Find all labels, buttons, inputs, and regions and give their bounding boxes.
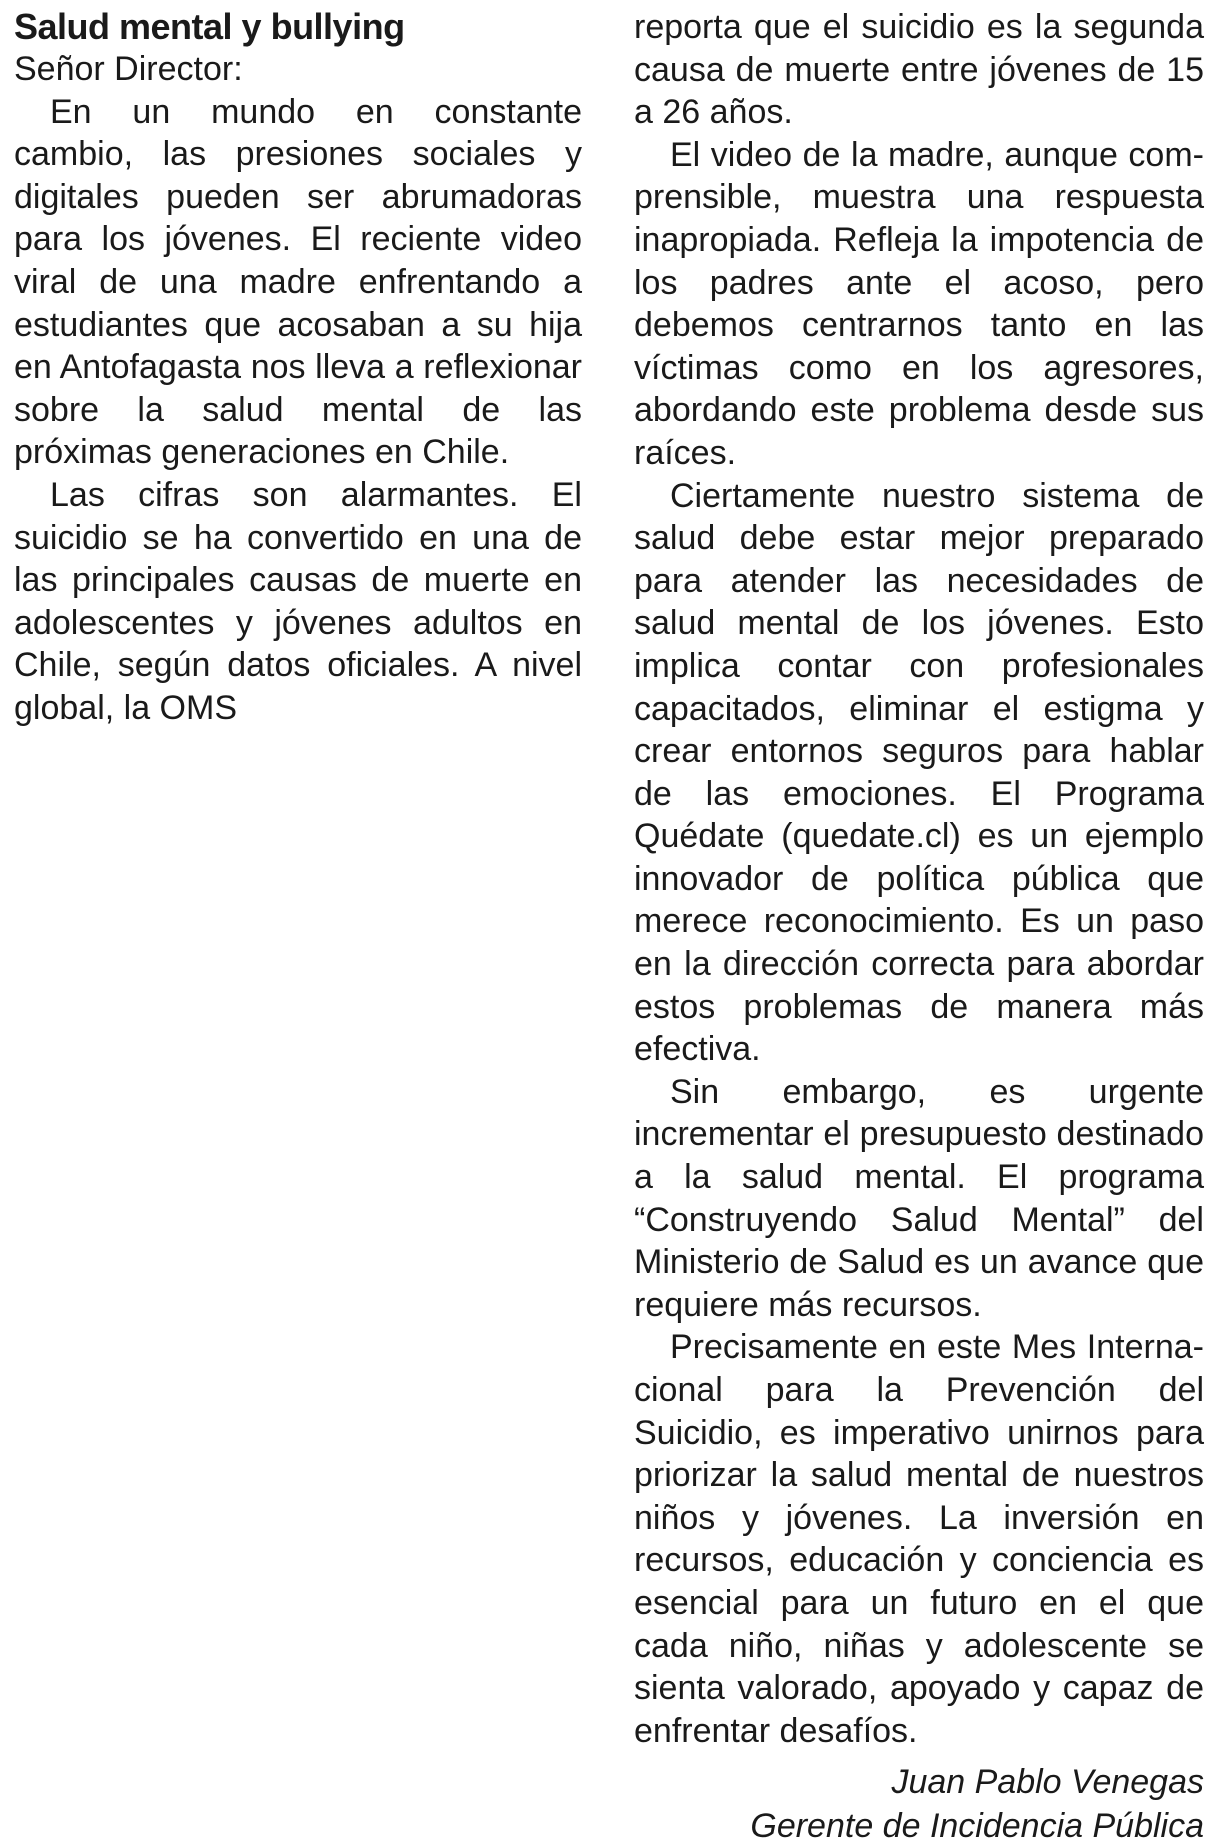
salutation: Señor Director:	[14, 50, 243, 88]
paragraph: Las cifras son alarmantes. El suicidio se ha convertido en una de las principales causas de muerte en adolescentes y jóvenes adultos en Chile, según datos oficiales. A nivel global, la OMS	[14, 475, 582, 727]
signature	[634, 1760, 1204, 1848]
paragraph: El video de la madre, aunque comprensible, muestra una respuesta inapropiada. Refleja la impotencia de los padres ante el acoso, pero debemos centrarnos tanto en las víctimas como en los agresores, abordando este problema desde sus raíces.	[634, 135, 1204, 472]
paragraph: Sin embargo, es urgente incrementar el presupuesto destinado a la salud mental. El programa “Construyendo Salud Mental” del Ministerio de Salud es un avance que requiere más recursos.	[634, 1072, 1204, 1324]
signature-name: Juan Pablo Venegas	[891, 1763, 1204, 1802]
right-column	[634, 6, 1204, 1848]
signature-title: Gerente de Incidencia Pública	[750, 1807, 1204, 1846]
paragraph-continuation: reporta que el suicidio es la segunda causa de muerte entre jóvenes de 15 a 26 años.	[634, 8, 1204, 132]
paragraph: Ciertamente nuestro sistema de salud debe estar mejor preparado para atender las necesidades de salud mental de los jóvenes. Esto implica contar con profesionales capacitados, eliminar el estigma y crear entornos seguros para hablar de las emociones. El Programa Quédate (quedate.cl) es un ejemplo innovador de política pública que merece reconocimiento. Es un paso en la dirección correcta para abordar estos problemas de manera más efectiva.	[634, 476, 1204, 1069]
paragraph: En un mundo en constante cambio, las presiones sociales y digitales pueden ser abrumadoras para los jóvenes. El reciente video viral de una madre enfrentando a estudiantes que acosaban a su hija en Antofagasta nos lleva a reflexionar sobre la salud mental de las próximas generaciones en Chile.	[14, 92, 582, 472]
left-column	[14, 6, 582, 730]
headline: Salud mental y bullying	[14, 6, 405, 47]
paragraph: Precisamente en este Mes Internacional para la Prevención del Suicidio, es imperativo unirnos para priorizar la salud mental de nuestros niños y jóvenes. La inversión en recursos, educación y conciencia es esencial para un futuro en el que cada niño, niñas y adolescente se sienta valorado, apoyado y capaz de enfrentar desafíos.	[634, 1328, 1204, 1750]
